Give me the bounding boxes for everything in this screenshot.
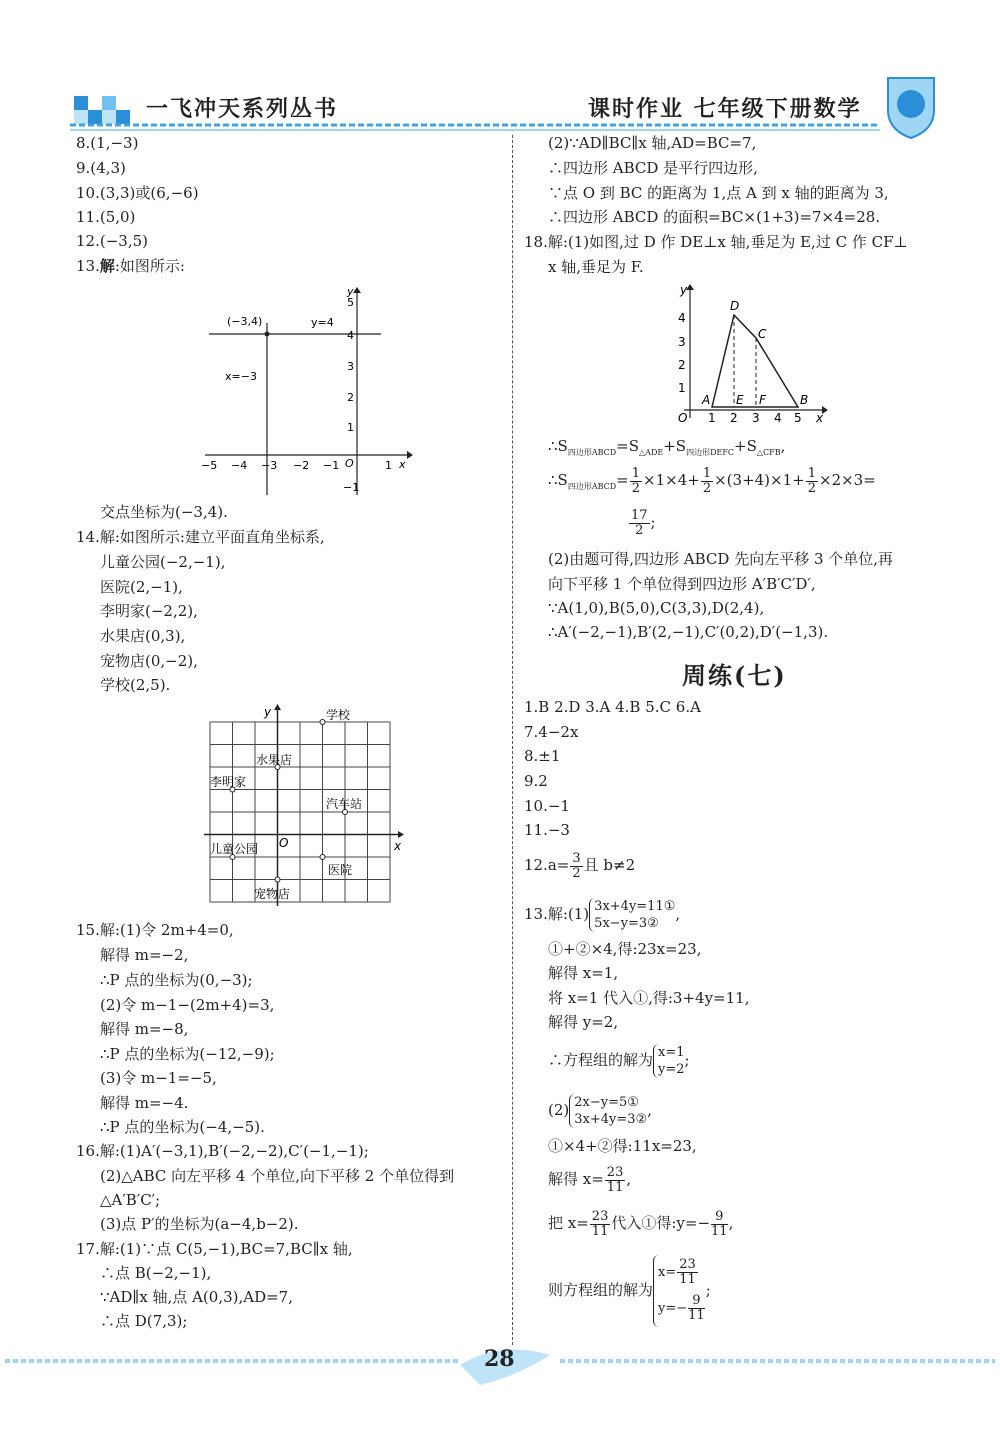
answer-9: 9.(4,3) [76,159,126,177]
q16-line: △A′B′C′; [100,1191,161,1209]
q15-line: (2)令 m−1−(2m+4)=3, [100,996,275,1014]
week-answer-12: 12.a= $\frac{3}{2}$ 且 b≠2 [524,850,636,881]
fraction-9-11: $\frac{9}{11}$ [711,1208,728,1239]
g1-vline-label: x=−3 [225,370,257,383]
week-answer-7: 7.4−2x [524,723,579,741]
answer-11: 11.(5,0) [76,208,136,226]
week-answer-8: 8.±1 [524,747,561,765]
q15-line: ∴P 点的坐标为(−12,−9); [100,1045,275,1063]
g2-ylabel: y [264,705,272,719]
g1-ytick: 2 [347,391,354,404]
q18-part2: 向下平移 1 个单位得到四边形 A′B′C′D′, [548,575,816,593]
q13-jie: 解 [99,257,115,275]
g3-E: E [736,393,744,407]
g3-ylabel: y [680,283,688,297]
g1-xtick: −3 [261,459,278,472]
q13-solution-1: ∴方程组的解为 x=1 y=2 ; [548,1045,690,1077]
week-practice-title: 周练(七) [682,661,787,690]
g1-xtick: −5 [201,459,218,472]
graph-q13 [195,283,415,498]
q13-text: :如图所示: [114,257,185,275]
g2-liming-home: 李明家 [210,775,247,789]
q13-part2: (2) 2x−y=5① 3x+4y=3② , [548,1095,652,1127]
q14-intro: 14.解:如图所示:建立平面直角坐标系, [76,528,325,546]
fraction-half: $\frac{1}{2}$ [807,465,816,496]
g1-xtick: −1 [323,459,340,472]
q18-part2: ∵A(1,0),B(5,0),C(3,3),D(2,4), [548,599,765,617]
q15-line: ∴P 点的坐标为(−4,−5). [100,1118,265,1136]
g1-point-label: (−3,4) [227,315,263,328]
q14-item: 医院(2,−1), [100,578,183,596]
q13-step: 解得 x= $\frac{23}{11}$ , [548,1164,632,1195]
g3-xtick: 3 [752,411,760,424]
g3-origin: O [678,411,688,424]
fraction-23-11: $\frac{23}{11}$ [591,1208,609,1239]
q17-right-line: ∴四边形 ABCD 是平行四边形, [548,159,758,177]
g3-B: B [800,393,809,407]
g1-xlabel: x [399,458,406,471]
g1-hline-label: y=4 [311,316,334,329]
graph-q14-map [200,700,410,910]
q13-step: ①+②×4,得:23x=23, [548,940,702,958]
q17-right-line: ∵点 O 到 BC 的距离为 1,点 A 到 x 轴的距离为 3, [548,184,889,202]
g1-origin: O [345,457,354,470]
g3-ytick: 3 [678,335,686,349]
answer-8: 8.(1,−3) [76,134,139,152]
g1-ytick: −1 [343,481,360,494]
q13-answer: 交点坐标为(−3,4). [100,503,228,521]
answer-10: 10.(3,3)或(6,−6) [76,184,199,202]
column-divider [512,135,513,1345]
q14-item: 李明家(−2,2), [100,602,198,620]
solution-system-1: x=1 y=2 [653,1044,685,1078]
g3-D: D [730,299,740,313]
fraction-half: $\frac{1}{2}$ [631,465,641,496]
q15-line: ∴P 点的坐标为(0,−3); [100,971,253,989]
g1-ylabel: y [347,285,354,298]
q18-line: x 轴,垂足为 F. [548,258,644,276]
g1-xtick: −4 [231,459,248,472]
q13-step: 解得 y=2, [548,1013,619,1031]
course-title: 课时作业 七年级下册数学 [588,96,862,122]
q13-number: 13. [76,257,100,275]
week-answers-1-6: 1.B 2.D 3.A 4.B 5.C 6.A [524,698,701,716]
q16-line: 16.解:(1)A′(−3,1),B′(−2,−2),C′(−1,−1); [76,1142,369,1160]
fraction-17-2: $\frac{17}{2}$ [631,507,648,538]
g3-A: A [702,393,711,407]
week-answer-9: 9.2 [524,772,548,790]
q13-solution-2: 则方程组的解为 x= $\frac{23}{11}$ y=− $\frac{9}{11}$ ; [548,1252,711,1328]
g3-xtick: 4 [774,411,782,424]
area-result: $\frac{17}{2}$ ; [631,507,656,538]
q15-line: 解得 m=−4. [100,1094,189,1112]
g3-F: F [759,393,766,407]
q15-line: (3)令 m−1=−5, [100,1069,217,1087]
q13-step: 将 x=1 代入①,得:3+4y=11, [548,989,750,1007]
q15-line: 15.解:(1)令 2m+4=0, [76,921,234,939]
fraction-half: $\frac{1}{2}$ [702,465,712,496]
q17-right-line: (2)∵AD∥BC∥x 轴,AD=BC=7, [548,134,757,152]
g2-xlabel: x [394,839,402,853]
q18-line: 18.解:(1)如图,过 D 作 DE⊥x 轴,垂足为 E,过 C 作 CF⊥ [524,233,908,251]
g3-ytick: 4 [678,311,686,325]
series-title: 一飞冲天系列丛书 [146,96,339,122]
area-formula-1: $\therefore S_{四边形ABCD}=S_{\triangle ADE}+S_{四边形DEFC}+S_{\triangle CFB}$, [548,437,786,457]
g3-C: C [758,327,767,341]
q15-line: 解得 m=−8, [100,1020,189,1038]
equation-system-2: 2x−y=5① 3x+4y=3② [569,1094,647,1128]
g3-xlabel: x [816,411,824,424]
g1-xtick: −2 [293,459,310,472]
fraction-23-11: $\frac{23}{11}$ [606,1164,624,1195]
g2-park: 儿童公园 [210,842,259,856]
q15-line: 解得 m=−2, [100,946,189,964]
g2-fruit-shop: 水果店 [256,753,293,767]
q13-step: 把 x= $\frac{23}{11}$ 代入①得:y=− $\frac{9}{11}$ , [548,1208,734,1239]
week-answer-13: 13.解:(1) 3x+4y=11① 5x−y=3② , [524,899,681,931]
q17-right-line: ∴四边形 ABCD 的面积=BC×(1+3)=7×4=28. [548,208,881,226]
g3-xtick: 2 [730,411,738,424]
g1-ytick: 5 [347,296,354,309]
g3-ytick: 2 [678,358,686,372]
week-answer-10: 10.−1 [524,797,570,815]
fraction-3-2: $\frac{3}{2}$ [572,850,581,881]
q16-line: (2)△ABC 向左平移 4 个单位,向下平移 2 个单位得到 [100,1167,455,1185]
q13-step: ①×4+②得:11x=23, [548,1137,697,1155]
g1-ytick: 3 [347,360,354,373]
q18-part2: ∴A′(−2,−1),B′(2,−1),C′(0,2),D′(−1,3). [548,623,829,641]
g1-ytick: 4 [347,329,354,342]
g2-hospital: 医院 [328,863,353,877]
answer-12: 12.(−3,5) [76,232,148,250]
g3-ytick: 1 [678,381,686,395]
q17-line: ∴点 B(−2,−1), [100,1264,212,1282]
g1-ytick: 1 [347,421,354,434]
g3-xtick: 1 [708,411,716,424]
solution-system-2: x= $\frac{23}{11}$ y=− $\frac{9}{11}$ [653,1255,706,1327]
q16-line: (3)点 P′的坐标为(a−4,b−2). [100,1215,299,1233]
g2-school: 学校 [326,708,351,722]
g2-bus-stop: 汽车站 [326,797,363,811]
q18-part2: (2)由题可得,四边形 ABCD 先向左平移 3 个单位,再 [548,550,894,568]
q17-line: ∵AD∥x 轴,点 A(0,3),AD=7, [100,1288,293,1306]
g2-origin: O [279,836,289,850]
page-number: 28 [484,1346,515,1372]
q17-line: 17.解:(1)∵点 C(5,−1),BC=7,BC∥x 轴, [76,1240,353,1258]
badge-icon [880,70,942,140]
week-answer-11: 11.−3 [524,821,570,839]
q14-item: 水果店(0,3), [100,627,186,645]
page-header [60,70,940,140]
q14-item: 宠物店(0,−2), [100,652,198,670]
q14-item: 儿童公园(−2,−1), [100,553,226,571]
g1-xtick: 1 [385,459,392,472]
g2-pet-shop: 宠物店 [254,887,291,901]
graph-q18 [670,282,835,424]
equation-system-1: 3x+4y=11① 5x−y=3② [589,898,675,932]
answer-13 [76,256,185,276]
q14-item: 学校(2,5). [100,676,171,694]
g3-xtick: 5 [794,411,802,424]
q17-line: ∴点 D(7,3); [100,1312,188,1330]
area-formula-2: $\therefore S_{四边形ABCD}=$ $\frac{1}{2}$ ×1×4+ $\frac{1}{2}$ ×(3+4)×1+ $\frac{1}{2}$ ×2×3= [548,465,876,496]
q13-step: 解得 x=1, [548,964,619,982]
